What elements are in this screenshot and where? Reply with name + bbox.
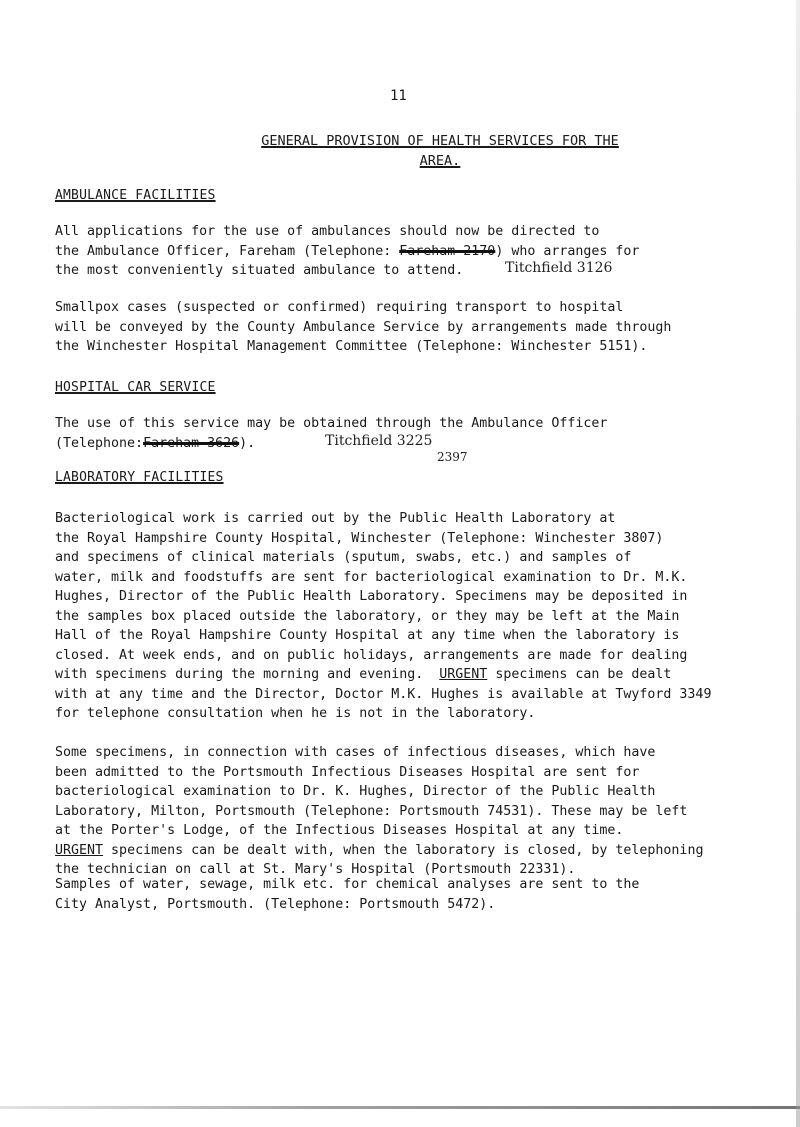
ambulance-p1-pre: All applications for the use of ambulances should now be directed to the Ambulance Officer, Fareham (Telephone: xyxy=(55,224,600,259)
hospital-car-p1-post: ). xyxy=(239,435,256,451)
laboratory-p2-a: Some specimens, in connection with cases of infectious diseases, which have been admitted to the Portsmouth Infectious Diseases Hospital are sent for bacteriological examination to Dr. K. Hughes, Director of the Public Health Laboratory, Milton, Portsmouth (Telephone: Portsmouth 74531). These may be left at the Porter's Lodge, of the Infectious Diseases Hospital at any time. xyxy=(55,745,688,838)
ambulance-paragraph-2: Smallpox cases (suspected or confirmed) requiring transport to hospital will be conveyed by the County Ambulance Service by arrangements made through the Winchester Hospital Management Committee (Telephone: Winchester 5151). xyxy=(55,300,672,354)
laboratory-p1-b: specimens can be dealt with at any time and the Director, Doctor M.K. Hughes is available at Twyford 3349 for telephone consultation when he is not in the laboratory. xyxy=(55,667,712,721)
ambulance-p1-post: ) who arranges for the most conveniently situated ambulance to attend. xyxy=(55,243,640,278)
laboratory-paragraph-2 xyxy=(55,743,765,880)
ambulance-handwritten-phone: Titchfield 3126 xyxy=(505,260,613,276)
laboratory-p2-b: specimens can be dealt with, when the laboratory is closed, by telephoning the technician on call at St. Mary's Hospital (Portsmouth 22331). xyxy=(55,842,704,877)
hospital-car-struck-phone: Fareham 3626 xyxy=(143,435,240,451)
laboratory-paragraph-1 xyxy=(55,509,765,724)
page-right-edge xyxy=(796,0,800,1127)
laboratory-p1-urgent: URGENT xyxy=(439,667,488,682)
ambulance-paragraph-1 xyxy=(55,222,765,281)
ambulance-struck-phone: Fareham 2170 xyxy=(399,243,496,259)
laboratory-p2-urgent: URGENT xyxy=(55,842,104,858)
page-number: 11 xyxy=(390,88,407,104)
laboratory-heading: LABORATORY FACILITIES xyxy=(55,470,224,485)
hospital-car-heading: HOSPITAL CAR SERVICE xyxy=(55,380,216,395)
hospital-car-handwritten-number: 2397 xyxy=(437,450,468,464)
page-title: GENERAL PROVISION OF HEALTH SERVICES FOR THE AREA. xyxy=(261,133,619,169)
ambulance-heading: AMBULANCE FACILITIES xyxy=(55,188,216,203)
page-bottom-edge xyxy=(0,1106,800,1109)
hospital-car-handwritten-phone: Titchfield 3225 xyxy=(325,433,433,449)
hospital-car-p1-pre: The use of this service may be obtained through the Ambulance Officer (Telephone: xyxy=(55,416,608,451)
laboratory-paragraph-3: Samples of water, sewage, milk etc. for chemical analyses are sent to the City Analyst, Portsmouth. (Telephone: Portsmouth 5472). xyxy=(55,877,640,912)
laboratory-p1-a: Bacteriological work is carried out by the Public Health Laboratory at the Royal Hampshire County Hospital, Winchester (Telephone: Winchester 3807) and specimens of clinical materials (sputum, swabs, etc.) and samples of water, milk and foodstuffs are sent for bacteriological examination to Dr. M.K. Hughes, Director of the Public Health Laboratory. Specimens may be deposited in the samples box placed outside the laboratory, or they may be left at the Main Hall of the Royal Hampshire County Hospital at any time when the laboratory is closed. At week ends, and on public holidays, arrangements are made for dealing with specimens during the morning and evening. xyxy=(55,511,688,682)
